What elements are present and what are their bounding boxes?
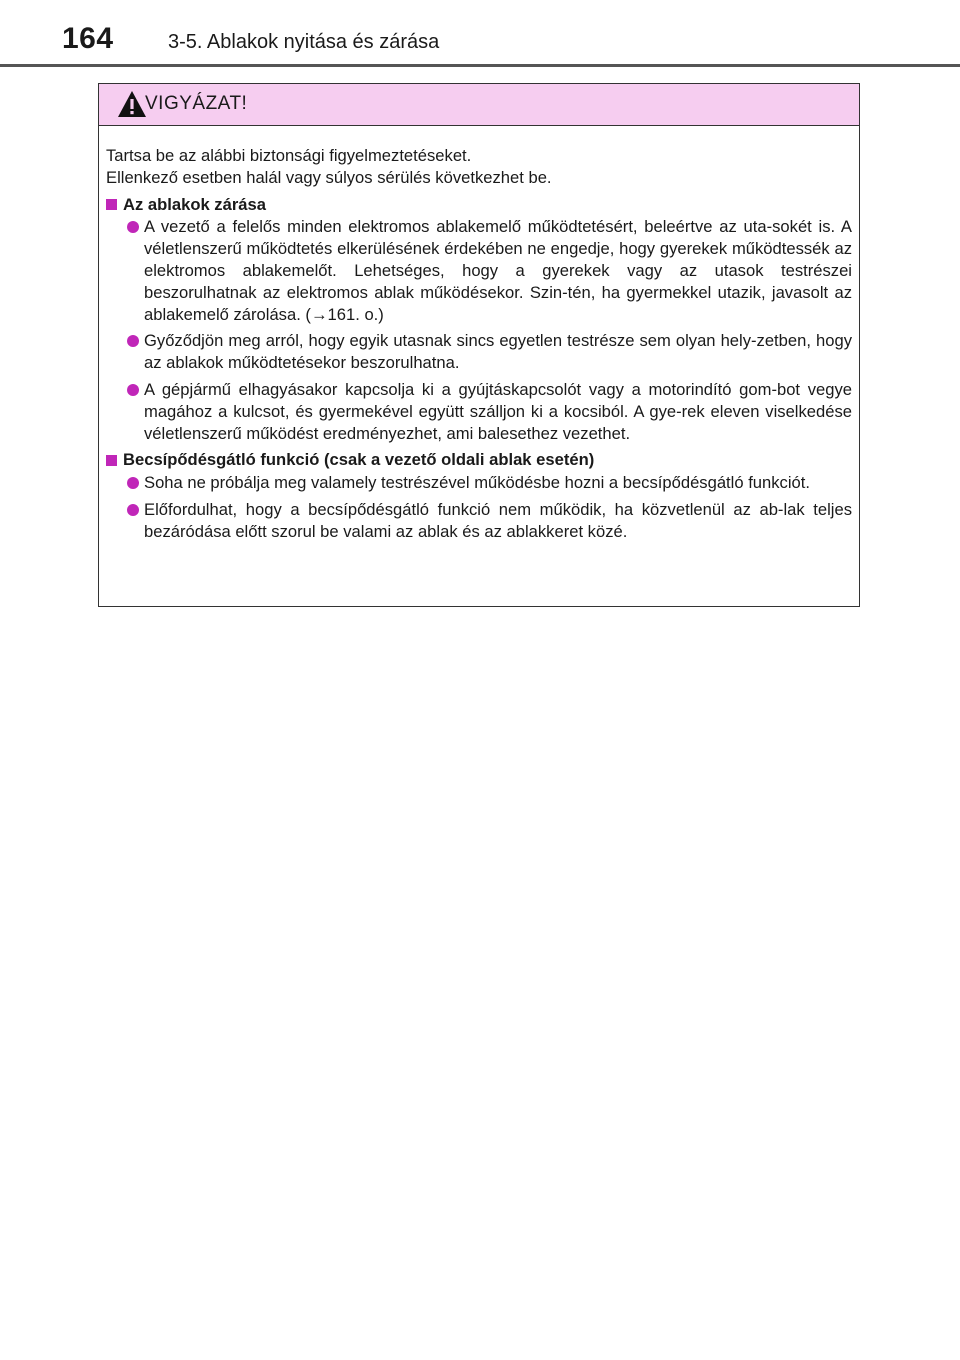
caution-title: VIGYÁZAT! bbox=[145, 93, 248, 114]
section-heading bbox=[106, 449, 852, 471]
page-header bbox=[0, 0, 960, 68]
round-bullet-icon bbox=[127, 504, 139, 516]
section-heading bbox=[106, 194, 852, 216]
intro-line: Tartsa be az alábbi biztonsági figyelmeztetéseket. bbox=[106, 146, 472, 165]
list-item-text: Előfordulhat, hogy a becsípődésgátló funkció nem működik, ha közvetlenül az ab-lak teljes bezáródása előtt szorul be valami az ablak és az ablakkeret közé. bbox=[144, 499, 852, 541]
section-title: 3-5. Ablakok nyitása és zárása bbox=[168, 31, 440, 53]
list-item bbox=[106, 330, 852, 374]
caution-header bbox=[99, 84, 859, 126]
section-heading-text: Becsípődésgátló funkció (csak a vezető oldali ablak esetén) bbox=[123, 450, 595, 470]
intro-line: Ellenkező esetben halál vagy súlyos sérülés következhet be. bbox=[106, 167, 552, 187]
caution-body bbox=[99, 126, 859, 543]
round-bullet-icon bbox=[127, 477, 139, 489]
header-divider bbox=[0, 64, 960, 67]
list-item bbox=[106, 472, 852, 494]
section-heading-text: Az ablakok zárása bbox=[123, 194, 266, 214]
list-item bbox=[106, 379, 852, 444]
list-item-text: Győződjön meg arról, hogy egyik utasnak sincs egyetlen testrésze sem olyan hely-zetben, hogy az ablakok működtetésekor beszorulhatna. bbox=[144, 331, 852, 373]
round-bullet-icon bbox=[127, 384, 139, 396]
round-bullet-icon bbox=[127, 335, 139, 347]
list-item bbox=[106, 216, 852, 325]
square-bullet-icon bbox=[106, 455, 117, 466]
warning-triangle-icon bbox=[117, 90, 147, 118]
page-number: 164 bbox=[62, 22, 114, 55]
list-item-text: Soha ne próbálja meg valamely testrészével működésbe hozni a becsípődésgátló funkciót. bbox=[144, 473, 810, 493]
list-item-text: A vezető a felelős minden elektromos ablakemelő működtetésért, beleértve az uta-sokét is. A véletlenszerű működtetés elkerülésének érdekében ne engedje, hogy gyerekek működtessék az elektromos ablakemelőt. Lehetséges, hogy a gyerekek vagy az utasok testrészei beszorulhatnak az elektromos ablak működésekor. Szin-tén, ha gyermekkel utazik, javasolt az ablakemelő zárolása. (→161. o.) bbox=[144, 217, 852, 324]
square-bullet-icon bbox=[106, 199, 117, 210]
list-item-text: A gépjármű elhagyásakor kapcsolja ki a gyújtáskapcsolót vagy a motorindító gom-bot vegye magához a kulcsot, és gyermekével együtt szálljon ki a kocsiból. A gye-rek eleven viselkedése véletlenszerű működést eredményezhet, ami balesethez vezethet. bbox=[144, 379, 852, 443]
round-bullet-icon bbox=[127, 221, 139, 233]
caution-box bbox=[98, 83, 860, 607]
list-item bbox=[106, 499, 852, 543]
